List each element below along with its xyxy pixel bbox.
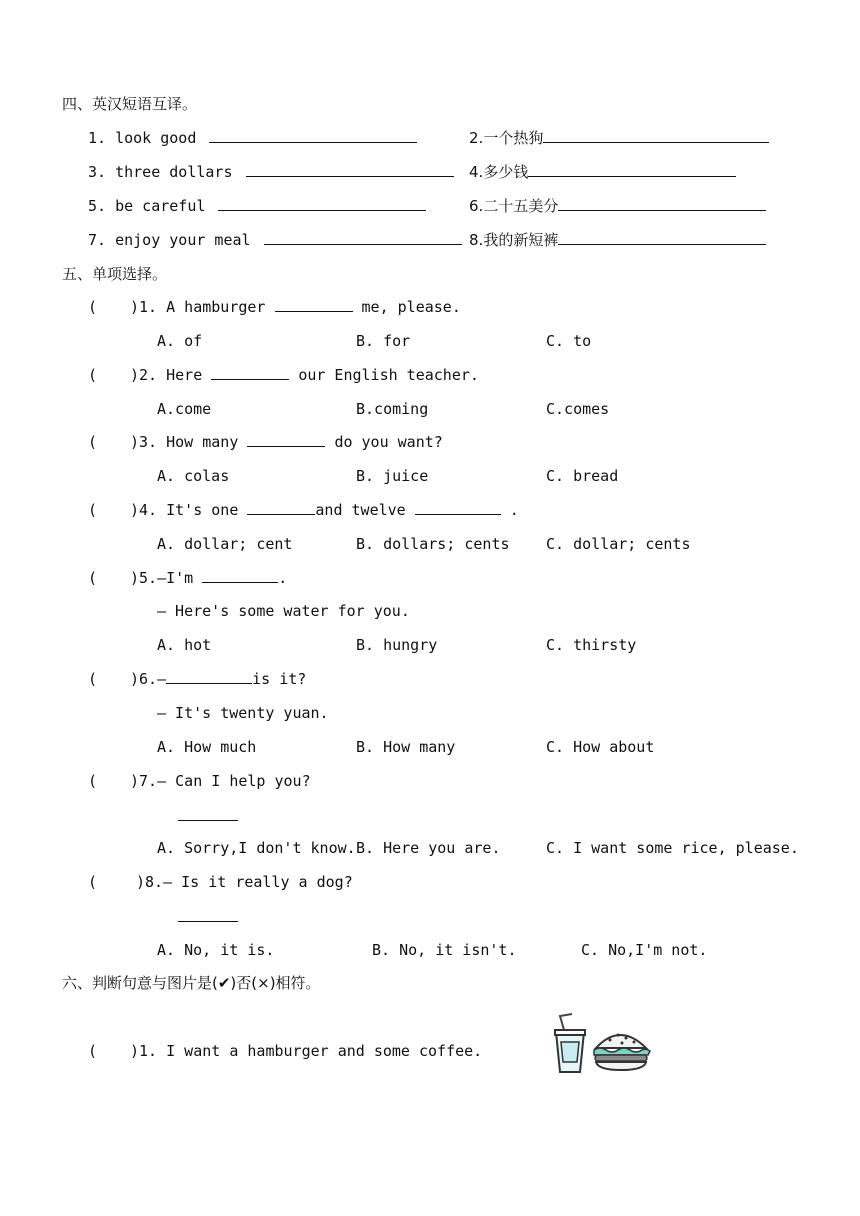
- option-c[interactable]: C. dollar; cents: [546, 535, 691, 553]
- section-six-heading: 六、判断句意与图片是(✔)否(×)相符。: [62, 974, 321, 992]
- question-blank[interactable]: [211, 365, 289, 380]
- question-5: ( )5.—I'm .: [88, 569, 288, 587]
- question-2: ( )2. Here our English teacher.: [88, 366, 479, 384]
- option-b[interactable]: B. for: [356, 332, 411, 350]
- question-8: ( )8.— Is it really a dog?: [88, 873, 353, 891]
- option-b[interactable]: B. juice: [356, 467, 429, 485]
- option-b[interactable]: B. hungry: [356, 636, 438, 654]
- answer-line[interactable]: [178, 806, 238, 826]
- answer-blank[interactable]: [209, 128, 417, 143]
- question-4: ( )4. It's one and twelve .: [88, 501, 519, 519]
- answer-blank[interactable]: [246, 162, 454, 177]
- answer-paren[interactable]: (: [88, 670, 98, 688]
- phrase-5: [88, 196, 426, 216]
- phrase-8: [469, 230, 766, 250]
- answer-blank[interactable]: [218, 196, 426, 211]
- phrase-3: [88, 162, 454, 182]
- phrase-2: [469, 128, 769, 148]
- phrase-7: [88, 230, 462, 250]
- question-3: ( )3. How many do you want?: [88, 433, 443, 451]
- phrase-number: 8.: [469, 231, 484, 249]
- answer-blank[interactable]: [543, 128, 769, 143]
- phrase-number: 4.: [469, 163, 484, 181]
- answer-paren[interactable]: (: [88, 501, 98, 519]
- option-b[interactable]: B.coming: [356, 400, 429, 418]
- option-a[interactable]: A. of: [157, 332, 203, 350]
- option-c[interactable]: C. bread: [546, 467, 619, 485]
- question-1: ( )1. A hamburger me, please.: [88, 298, 461, 316]
- question-blank[interactable]: [275, 297, 353, 312]
- option-b[interactable]: B. No, it isn't.: [372, 941, 517, 959]
- phrase-1: [88, 128, 417, 148]
- section-five-heading: 五、单项选择。: [62, 265, 168, 283]
- option-c[interactable]: C. No,I'm not.: [581, 941, 708, 959]
- question-blank[interactable]: [247, 500, 315, 515]
- option-a[interactable]: A.come: [157, 400, 212, 418]
- phrase-text: look good: [115, 129, 197, 147]
- answer-paren[interactable]: (: [88, 1042, 98, 1060]
- option-a[interactable]: A. dollar; cent: [157, 535, 293, 553]
- option-a[interactable]: A. No, it is.: [157, 941, 275, 959]
- phrase-6: [469, 196, 766, 216]
- phrase-text: 一个热狗: [483, 129, 544, 147]
- option-b[interactable]: B. How many: [356, 738, 456, 756]
- option-b[interactable]: B. dollars; cents: [356, 535, 510, 553]
- phrase-number: 3.: [88, 163, 107, 181]
- dialogue-line: — Here's some water for you.: [157, 602, 410, 620]
- option-c[interactable]: C. How about: [546, 738, 655, 756]
- option-c[interactable]: C. thirsty: [546, 636, 637, 654]
- question-blank[interactable]: [202, 568, 278, 583]
- answer-blank[interactable]: [558, 196, 766, 211]
- question-6: ( )6.— is it?: [88, 670, 307, 688]
- answer-line[interactable]: [178, 907, 238, 927]
- question-blank[interactable]: [415, 500, 501, 515]
- option-c[interactable]: C.comes: [546, 400, 610, 418]
- cup-and-hamburger-picture: [550, 1010, 660, 1080]
- option-a[interactable]: A. colas: [157, 467, 230, 485]
- answer-paren[interactable]: (: [88, 433, 98, 451]
- judge-item-1: ( )1. I want a hamburger and some coffee.: [88, 1042, 483, 1060]
- hamburger-icon: [594, 1034, 650, 1071]
- option-c[interactable]: C. to: [546, 332, 592, 350]
- phrase-text: enjoy your meal: [115, 231, 251, 249]
- phrase-text: 多少钱: [483, 163, 529, 181]
- phrase-number: 7.: [88, 231, 107, 249]
- straw-icon: [560, 1014, 572, 1030]
- section-four-heading: 四、英汉短语互译。: [62, 95, 198, 113]
- option-b[interactable]: B. Here you are.: [356, 839, 501, 857]
- answer-paren[interactable]: (: [88, 772, 98, 790]
- answer-paren[interactable]: (: [88, 873, 98, 891]
- phrase-text: three dollars: [115, 163, 233, 181]
- answer-blank[interactable]: [264, 230, 462, 245]
- phrase-number: 2.: [469, 129, 484, 147]
- answer-paren[interactable]: (: [88, 366, 98, 384]
- answer-blank[interactable]: [528, 162, 736, 177]
- phrase-number: 6.: [469, 197, 484, 215]
- phrase-text: be careful: [115, 197, 206, 215]
- dialogue-line: — It's twenty yuan.: [157, 704, 329, 722]
- answer-paren[interactable]: (: [88, 569, 98, 587]
- phrase-number: 1.: [88, 129, 107, 147]
- option-c[interactable]: C. I want some rice, please.: [546, 839, 799, 857]
- question-7: ( )7.— Can I help you?: [88, 772, 311, 790]
- answer-paren[interactable]: (: [88, 298, 98, 316]
- phrase-text: 二十五美分: [483, 197, 559, 215]
- phrase-text: 我的新短裤: [483, 231, 559, 249]
- phrase-number: 5.: [88, 197, 107, 215]
- question-blank[interactable]: [166, 669, 252, 684]
- option-a[interactable]: A. How much: [157, 738, 257, 756]
- question-blank[interactable]: [247, 432, 325, 447]
- answer-blank[interactable]: [558, 230, 766, 245]
- option-a[interactable]: A. hot: [157, 636, 212, 654]
- phrase-4: [469, 162, 736, 182]
- option-a[interactable]: A. Sorry,I don't know.: [157, 839, 356, 857]
